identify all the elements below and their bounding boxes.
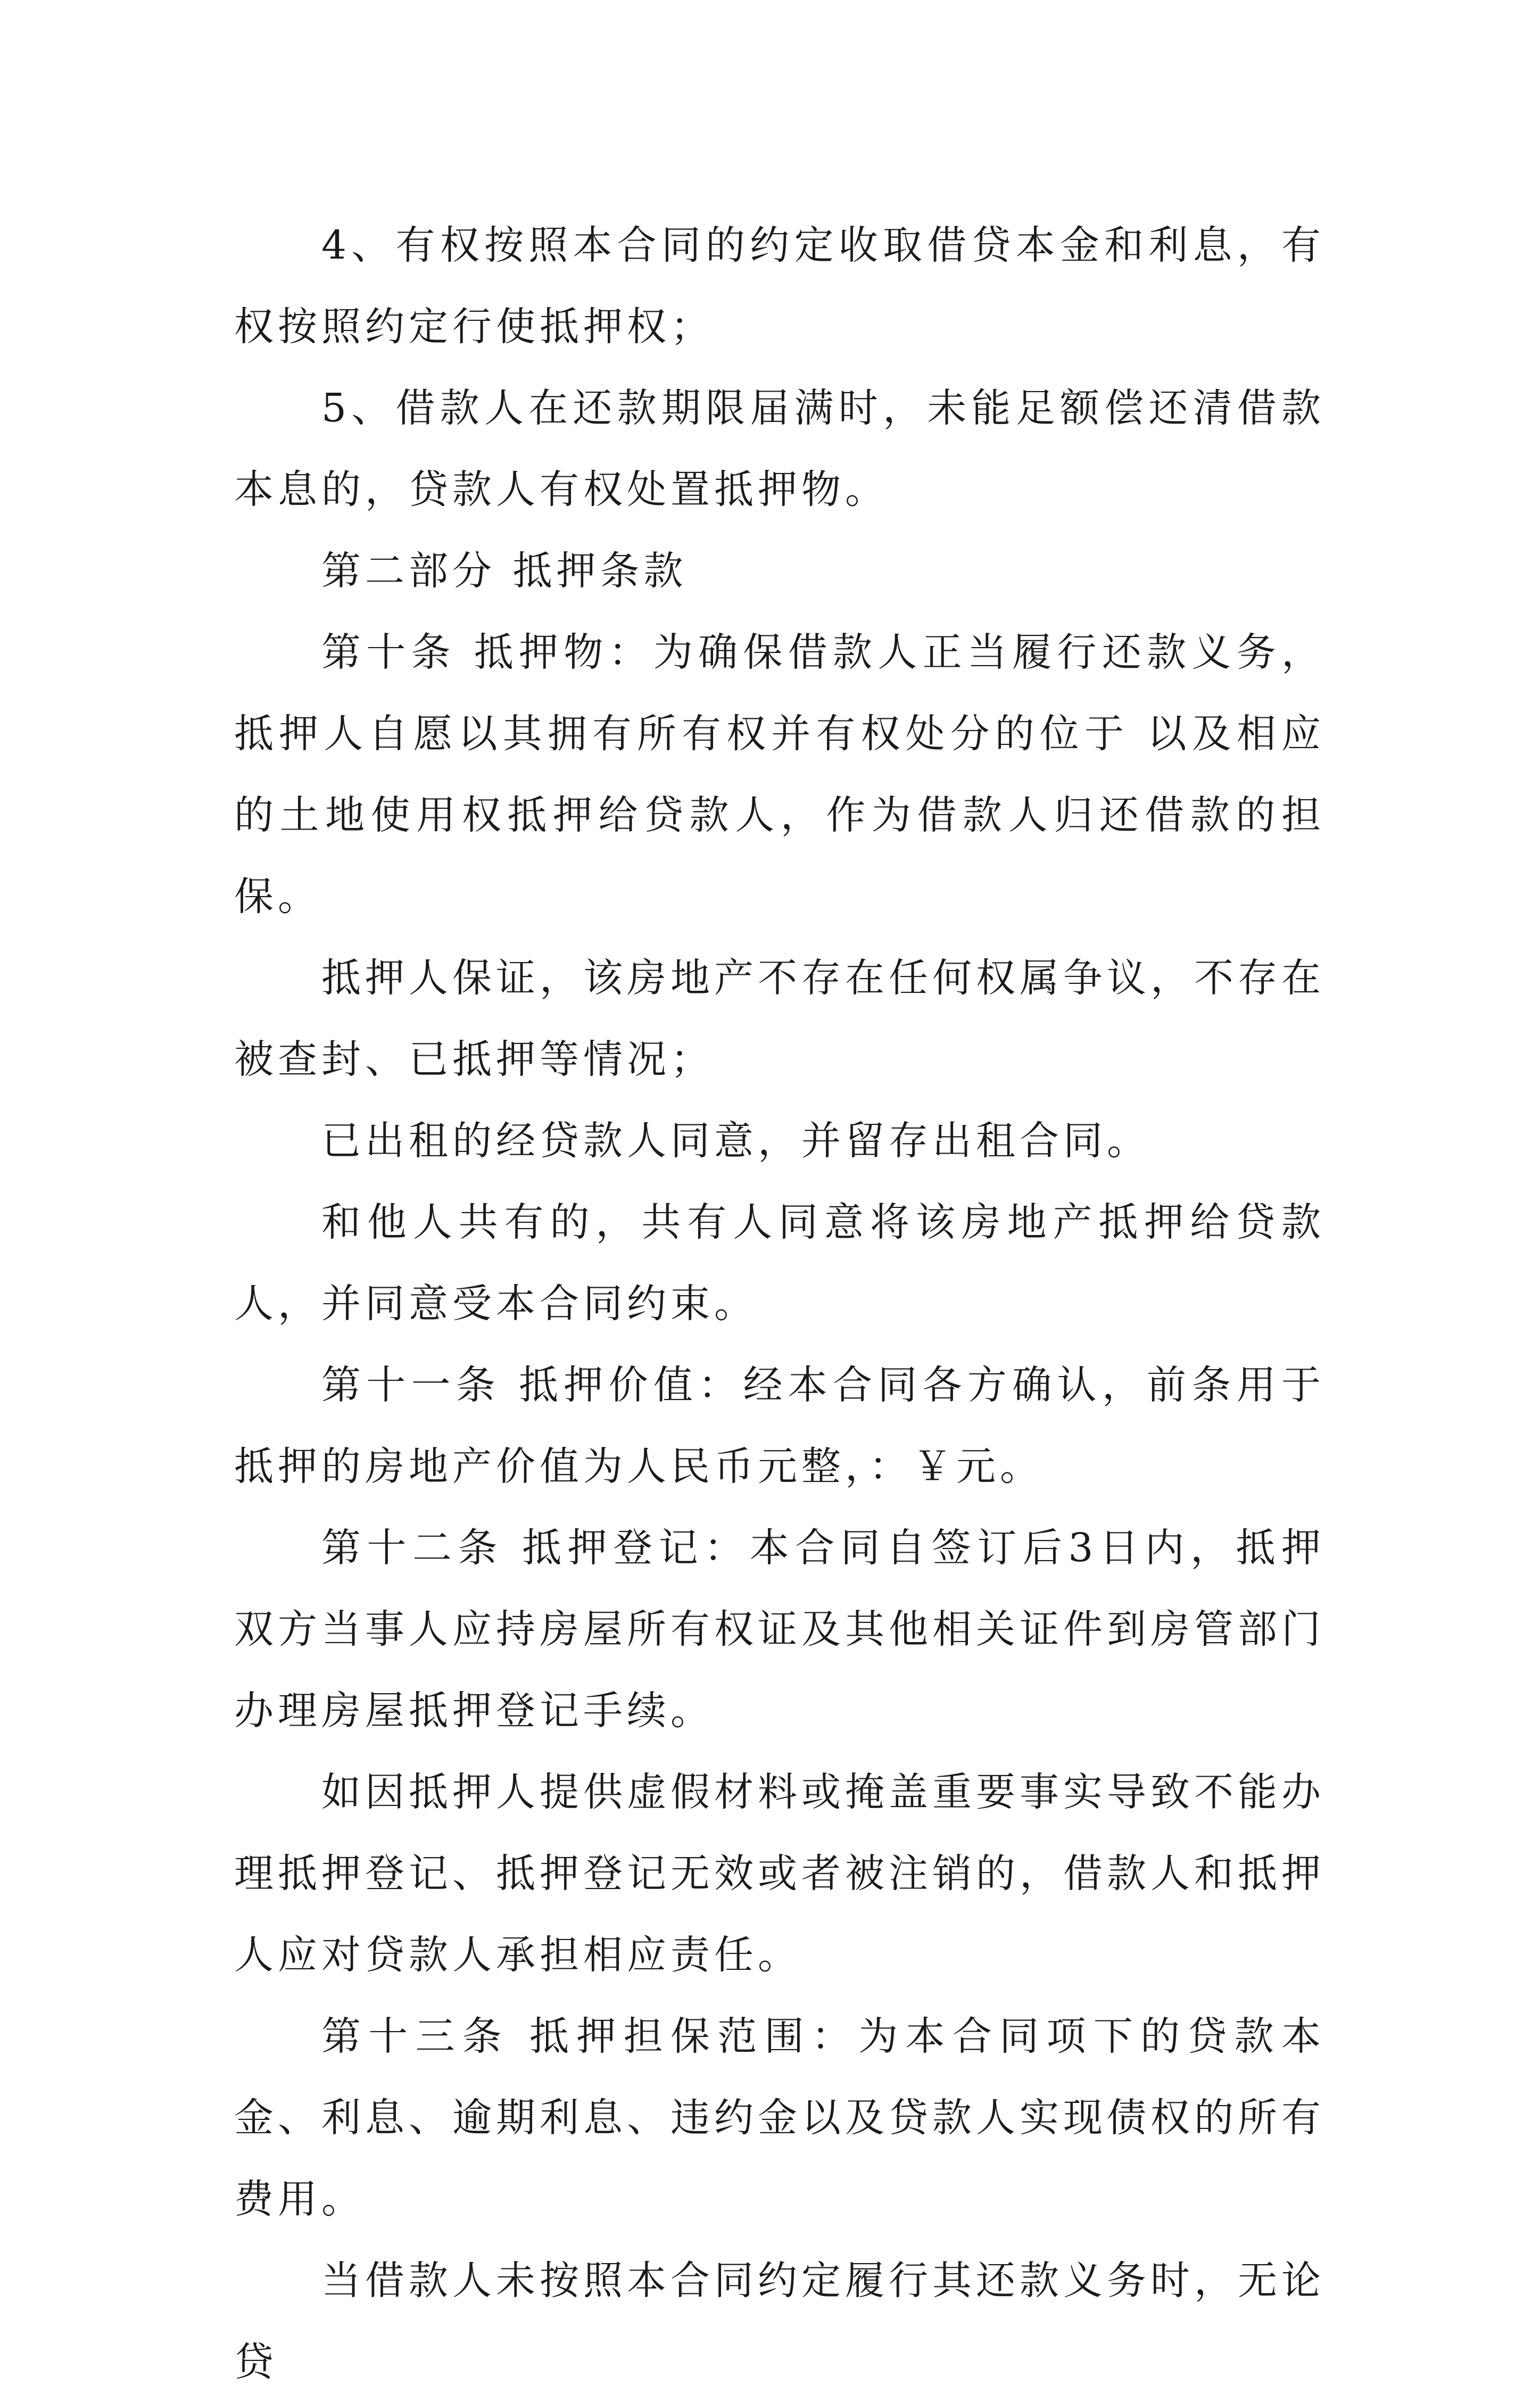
paragraph-mortgagor-guarantee: 抵押人保证，该房地产不存在任何权属争议，不存在被查封、已抵押等情况； (234, 955, 1325, 1082)
paragraph-article-12: 第十二条 抵押登记：本合同自签订后3日内，抵押双方当事人应持房屋所有权证及其他相关证件到房管部门办理房屋抵押登记手续。 (234, 1525, 1325, 1734)
paragraph-article-13: 第十三条 抵押担保范围：为本合同项下的贷款本金、利息、逾期利息、违约金以及贷款人实现债权的所有费用。 (234, 2013, 1325, 2222)
document-body (234, 205, 1325, 2403)
section-heading-part-two: 第二部分 抵押条款 (321, 548, 688, 594)
paragraph-article-11: 第十一条 抵押价值：经本合同各方确认，前条用于抵押的房地产价值为人民币元整，：￥元。 (234, 1362, 1325, 1489)
paragraph-co-owned: 和他人共有的，共有人同意将该房地产抵押给贷款人，并同意受本合同约束。 (234, 1199, 1325, 1327)
paragraph-default-continued: 当借款人未按照本合同约定履行其还款义务时，无论贷 (234, 2258, 1325, 2385)
paragraph-leased: 已出租的经贷款人同意，并留存出租合同。 (321, 1118, 1150, 1164)
paragraph-clause-5: 5、借款人在还款期限届满时，未能足额偿还清借款本息的，贷款人有权处置抵押物。 (234, 385, 1325, 512)
paragraph-article-10: 第十条 抵押物：为确保借款人正当履行还款义务，抵押人自愿以其拥有所有权并有权处分的位于 以及相应的土地使用权抵押给贷款人，作为借款人归还借款的担保。 (234, 629, 1325, 919)
paragraph-registration-failure: 如因抵押人提供虚假材料或掩盖重要事实导致不能办理抵押登记、抵押登记无效或者被注销的，借款人和抵押人应对贷款人承担相应责任。 (234, 1769, 1325, 1978)
paragraph-clause-4: 4、有权按照本合同的约定收取借贷本金和利息，有权按照约定行使抵押权； (234, 222, 1325, 350)
